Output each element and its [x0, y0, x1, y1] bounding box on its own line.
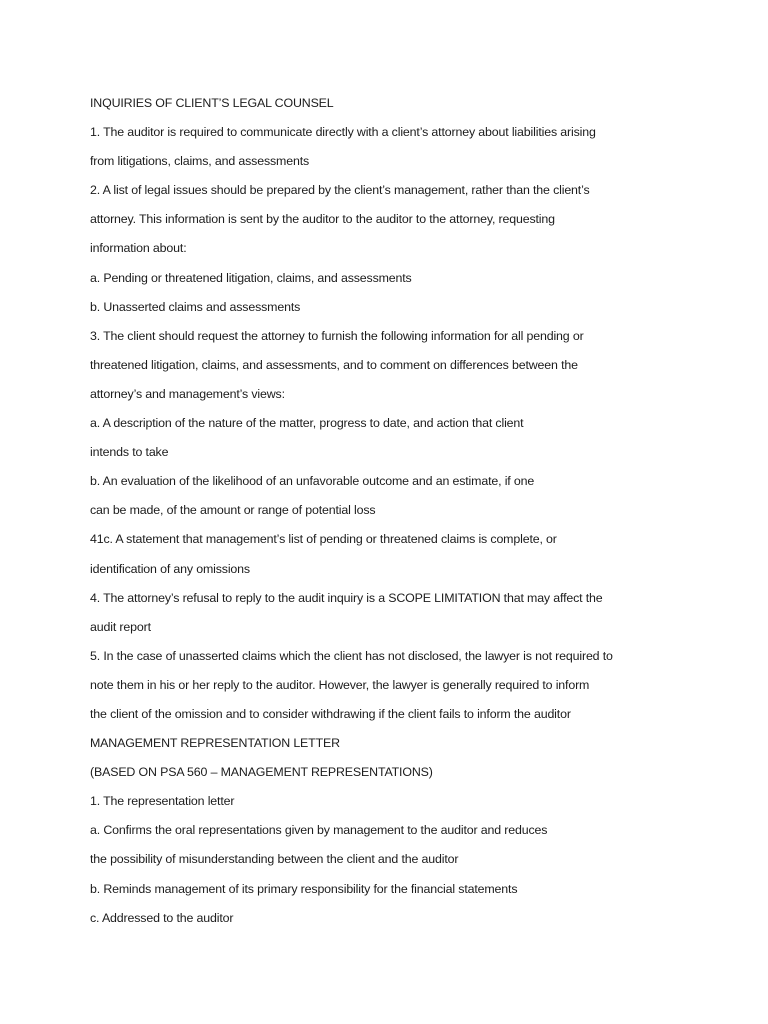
text-line: c. Addressed to the auditor: [90, 910, 234, 925]
text-line: can be made, of the amount or range of potential loss: [90, 503, 376, 518]
text-line: 4. The attorney’s refusal to reply to the audit inquiry is a SCOPE LIMITATION that may affect the: [90, 590, 603, 605]
text-line: a. A description of the nature of the matter, progress to date, and action that client: [90, 416, 524, 431]
section-heading-legal-counsel: INQUIRIES OF CLIENT’S LEGAL COUNSEL: [90, 96, 334, 110]
text-line: from litigations, claims, and assessments: [90, 154, 310, 169]
text-line: audit report: [90, 619, 151, 634]
text-line: b. Reminds management of its primary responsibility for the financial statements: [90, 881, 518, 896]
section-heading-representation-letter: MANAGEMENT REPRESENTATION LETTER: [90, 736, 340, 751]
text-line: 1. The representation letter: [90, 794, 235, 809]
text-line: 2. A list of legal issues should be prepared by the client’s management, rather than the client’s: [90, 183, 590, 198]
text-line: 5. In the case of unasserted claims which the client has not disclosed, the lawyer is not required to: [90, 648, 613, 663]
text-line: a. Pending or threatened litigation, claims, and assessments: [90, 270, 412, 285]
text-line: the client of the omission and to consider withdrawing if the client fails to inform the auditor: [90, 706, 571, 721]
text-line: 1. The auditor is required to communicate directly with a client’s attorney about liabilities arising: [90, 125, 596, 140]
text-line: 41c. A statement that management’s list of pending or threatened claims is complete, or: [90, 532, 557, 547]
text-line: attorney’s and management’s views:: [90, 386, 285, 401]
text-line: b. Unasserted claims and assessments: [90, 299, 301, 314]
text-line: identification of any omissions: [90, 561, 250, 576]
text-line: b. An evaluation of the likelihood of an unfavorable outcome and an estimate, if one: [90, 474, 535, 489]
text-line: attorney. This information is sent by the auditor to the auditor to the attorney, requesting: [90, 212, 555, 227]
text-line: information about:: [90, 241, 187, 256]
section-subheading: (BASED ON PSA 560 – MANAGEMENT REPRESENTATIONS): [90, 765, 433, 780]
text-line: intends to take: [90, 445, 169, 460]
text-line: threatened litigation, claims, and assessments, and to comment on differences between the: [90, 357, 578, 372]
document-body: [90, 89, 740, 933]
text-line: note them in his or her reply to the auditor. However, the lawyer is generally required to inform: [90, 677, 590, 692]
text-line: the possibility of misunderstanding between the client and the auditor: [90, 852, 459, 867]
text-line: 3. The client should request the attorney to furnish the following information for all pending or: [90, 328, 584, 343]
text-line: a. Confirms the oral representations given by management to the auditor and reduces: [90, 823, 548, 838]
